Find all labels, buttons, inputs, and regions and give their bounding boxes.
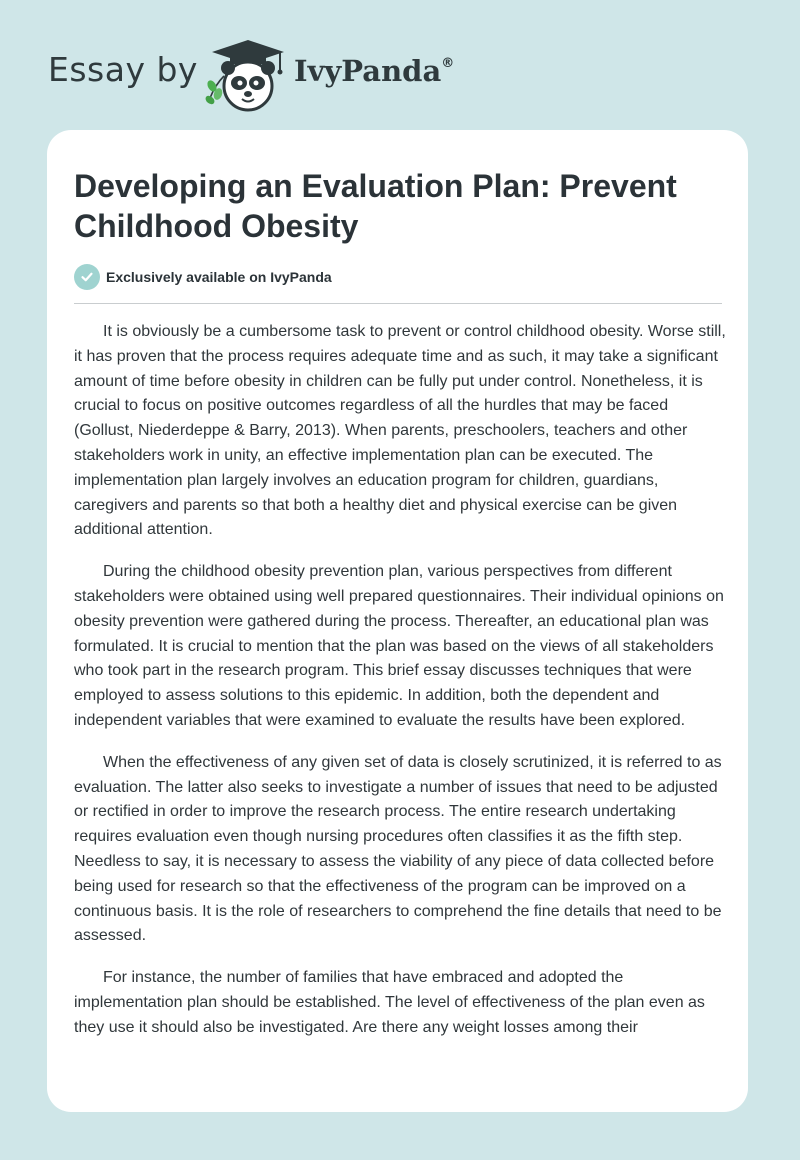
paragraph: When the effectiveness of any given set of data is closely scrutinized, it is referred to as evaluation. The latter also seeks to investigate a number of issues that need to be adjusted or rectified in order to improve the research process. The entire research undertaking requires evaluation even though nursing procedures often classifies it as the fifth step. Needless to say, it is necessary to assess the viability of any piece of data collected before being used for research so that the effectiveness of the program can be improved on a continuous basis. It is the role of researchers to comprehend the fine details that need to be assessed. (74, 753, 722, 945)
page-title: Developing an Evaluation Plan: Prevent Childhood Obesity (74, 168, 677, 244)
exclusive-badge-label: Exclusively available on IvyPanda (106, 269, 332, 285)
panda-logo-icon[interactable] (200, 36, 290, 112)
brand-name[interactable]: IvyPanda® (294, 54, 455, 88)
paragraph: It is obviously be a cumbersome task to prevent or control childhood obesity. Worse still, it has proven that the process requires adequate time and as such, it may take a significant amount of time before obesity in children can be fully put under control. Nonetheless, it is crucial to focus on positive outcomes regardless of all the hurdles that may be faced (Gollust, Niederdeppe & Barry, 2013). When parents, preschoolers, teachers and other stakeholders work in unity, an effective implementation plan can be executed. The implementation plan largely involves an education program for children, guardians, caregivers and parents so that both a healthy diet and physical exercise can be given additional attention. (74, 323, 726, 539)
trademark-symbol: ® (441, 56, 455, 71)
paragraph: For instance, the number of families that have embraced and adopted the implementation plan should be established. The level of effectiveness of the plan even as they use it should also be investigated. Are there any weight losses among their (74, 969, 705, 1036)
site-header (48, 32, 548, 112)
paragraph: During the childhood obesity prevention plan, various perspectives from different stakeholders were obtained using well prepared questionnaires. Their individual opinions on obesity prevention were gathered during the process. Thereafter, an educational plan was formulated. It is crucial to mention that the plan was based on the views of all stakeholders who took part in the research program. This brief essay discusses techniques that were employed to assess solutions to this epidemic. In addition, both the dependent and independent variables that were examined to evaluate the results have been explored. (74, 563, 724, 729)
essay-body (74, 320, 726, 1058)
check-icon (74, 264, 100, 290)
essay-card (47, 130, 748, 1112)
exclusive-badge (74, 264, 332, 290)
essay-by-label: Essay by (48, 50, 198, 89)
divider (74, 303, 722, 304)
